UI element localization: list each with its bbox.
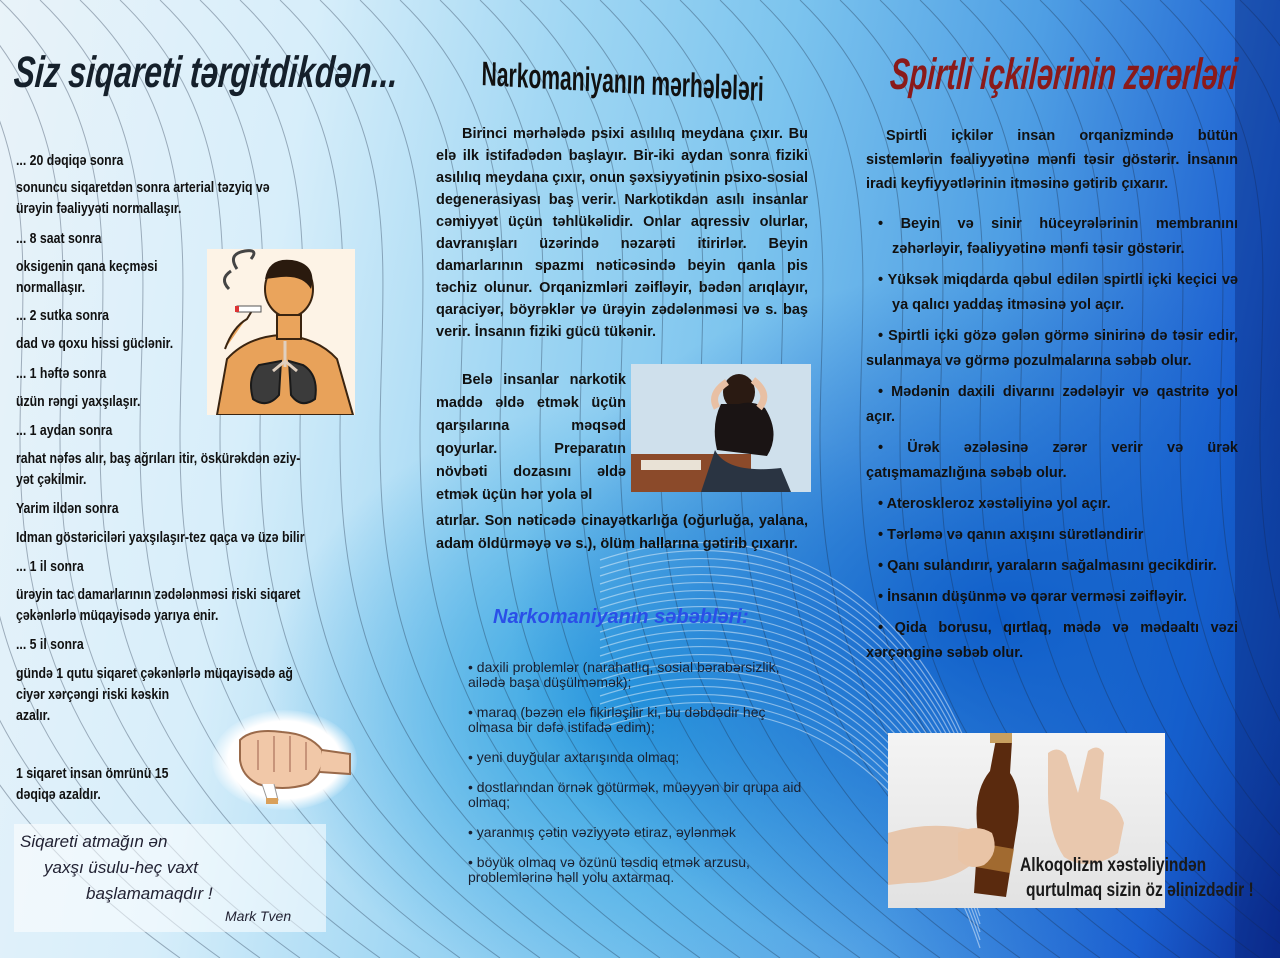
harm-item: • Mədənin daxili divarını zədələyir və qastritə yol açır. (866, 384, 1238, 425)
harm-item-text: Yüksək miqdarda qəbul edilən spirtli içki keçici və ya qalıcı yaddaş itməsinə yol açır. (887, 272, 1239, 313)
right-title: Spirtli içkilərinin zərərləri (888, 50, 1240, 99)
left-item: ... 1 il sonra (16, 558, 84, 575)
harm-item: • Ürək əzələsinə zərər verir və ürək çatışmamazlığına səbəb olur. (866, 440, 1238, 481)
left-title: Siz siqareti tərgitdikdən... (12, 48, 400, 97)
wave-line (40, 0, 420, 958)
quote-line: yaxşı üsulu-heç vaxt (44, 858, 199, 877)
middle-paragraph-3: atırlar. Son nəticədə cinayətkarlığa (oğurluğa, yalana, adam öldürməyə və s.), ölüm hallarına gətirib çıxarır. (436, 513, 808, 552)
left-item: ciyər xərçəngi riski kəskin (16, 686, 170, 703)
sad-person-icon (631, 364, 811, 492)
left-item: sonuncu siqaretdən sonra arterial təzyiq və (16, 179, 270, 196)
cause-item: • böyük olmaq və özünü təsdiq etmək arzusu, problemlərinə həll yolu axtarmaq. (468, 855, 813, 885)
harm-item: • Ateroskleroz xəstəliyinə yol açır. (878, 496, 1111, 512)
distressed-person-photo (631, 364, 811, 492)
cause-item: • maraq (bəzən elə fikirləşilir ki, bu dəbdədir heç olmasa bir dəfə istifadə edim); (468, 705, 813, 735)
left-item: üzün rəngi yaxşılaşır. (16, 393, 141, 410)
left-item: ... 1 aydan sonra (16, 422, 113, 439)
left-item: rahat nəfəs alır, baş ağrıları itir, öskürəkdən əziy- (16, 450, 301, 467)
middle-paragraph-1: Birinci mərhələdə psixi asılılıq meydana çıxır. Bu elə ilk istifadədən başlayır. Bir-iki aydan sonra fiziki asılılıq meydana çıxır, onun şəxsiyyətinin psixo-sosial degenerasiyası baş verir. Narkotikdən asılı insanlar cəmiyyət üçün təhlükəlidir. Onlar aqressiv olurlar, davranışları üzərində nəzarəti itirirlər. Beyin damarlarının spazmı nəticəsində beyin qanla pis təchiz olunur. Orqanizmləri zəifləyir, bədən arıqlayır, qaraciyər, böyrəklər və ürəyin zədələnməsi və s. baş verir. İnsanın fiziki gücü tükənir. (436, 126, 808, 340)
left-item: ... 8 saat sonra (16, 230, 102, 247)
harm-item-text: Beyin və sinir hüceyrələrinin membranını zəhərləyir, fəaliyyətinə mənfi təsir göstərir. (892, 216, 1239, 257)
fist-icon (212, 710, 357, 810)
left-item: ... 20 dəqiqə sonra (16, 152, 124, 169)
causes-subtitle: Narkomaniyanın səbəbləri: (493, 606, 749, 628)
causes-list (468, 660, 813, 900)
smoker-lungs-illustration (207, 249, 355, 415)
quote-author: Mark Tven (225, 908, 292, 924)
cause-item: • daxili problemlər (narahatlıq, sosial bərabərsizlik, ailədə başa düşülməmək); (468, 660, 813, 690)
harm-item: • Qanı sulandırır, yaraların sağalmasını gecikdirir. (878, 558, 1217, 574)
cause-item: • yaranmış çətin vəziyyətə etiraz, əylənmək (468, 825, 813, 840)
wave-line (1240, 0, 1280, 958)
harm-item: • Qida borusu, qırtlaq, mədə və mədəaltı vəzi xərçənginə səbəb olur. (866, 620, 1238, 661)
right-intro: Spirtli içkilər insan orqanizmində bütün sistemlərin fəaliyyətinə mənfi təsir göstərir. İnsanın iradi keyfiyyətlərinin itməsinə gətirib çıxarır. (866, 128, 1238, 192)
left-item: gündə 1 qutu siqaret çəkənlərlə müqayisədə ağ (16, 665, 293, 682)
left-item: ... 2 sutka sonra (16, 307, 109, 324)
left-item: Idman göstəriciləri yaxşılaşır-tez qaça və üzə bilir (16, 529, 305, 546)
harm-item: • İnsanın düşünmə və qərar verməsi zəifləyir. (878, 589, 1187, 605)
alcohol-harms-list (866, 212, 1238, 672)
harm-item: • Spirtli içki gözə gələn görmə sinirinə də təsir edir, sulanmaya və görmə pozulmalarına səbəb olur. (866, 328, 1238, 369)
left-item: dəqiqə azaldır. (16, 786, 101, 803)
left-item: normallaşır. (16, 279, 86, 296)
wave-line (80, 0, 460, 958)
middle-paragraph-2: Belə insanlar narkotik maddə əldə etmək üçün qarşılarına məqsəd qoyurlar. Preparatın növbəti dozasını əldə etmək üçün hər yola əl (436, 372, 626, 503)
left-item: azalır. (16, 707, 51, 724)
smoker-lungs-icon (207, 249, 355, 415)
middle-title: Narkomaniyanın mərhələləri (481, 55, 765, 109)
left-item: 1 siqaret insan ömrünü 15 (16, 765, 169, 782)
left-item: Yarim ildən sonra (16, 500, 119, 517)
left-item: ... 5 il sonra (16, 636, 84, 653)
quote-line: Siqareti atmağın ən (20, 832, 168, 851)
left-item: dad və qoxu hissi güclənir. (16, 335, 174, 352)
left-item: çəkənlərlə müqayisədə yarıya enir. (16, 607, 219, 624)
left-item: ... 1 həftə sonra (16, 365, 107, 382)
left-item: ürəyin fəaliyyəti normallaşır. (16, 200, 182, 217)
harm-item: • Yüksək miqdarda qəbul edilən spirtli içki keçici və ya qalıcı yaddaş itməsinə yol açır. (878, 272, 1239, 313)
quote-line: başlamamaqdır ! (86, 884, 213, 903)
cause-item: • yeni duyğular axtarışında olmaq; (468, 750, 813, 765)
fist-crushing-cigarette-illustration (212, 710, 357, 810)
harm-item: • Tərləmə və qanın axışını sürətləndirir (878, 527, 1144, 543)
cause-item: • dostlarından örnək götürmək, müəyyən bir qrupa aid olmaq; (468, 780, 813, 810)
alcoholism-slogan-line-1: Alkoqolizm xəstəliyindən (1020, 855, 1207, 876)
harm-item: • Beyin və sinir hüceyrələrinin membranını zəhərləyir, fəaliyyətinə mənfi təsir göstərir. (878, 216, 1239, 257)
left-item: oksigenin qana keçməsi (16, 258, 158, 275)
alcoholism-slogan-line-2: qurtulmaq sizin öz əlinizdədir ! (1026, 880, 1254, 901)
left-item: yət çəkilmir. (16, 471, 87, 488)
left-item: ürəyin tac damarlarının zədələnməsi riski siqaret (16, 586, 301, 603)
